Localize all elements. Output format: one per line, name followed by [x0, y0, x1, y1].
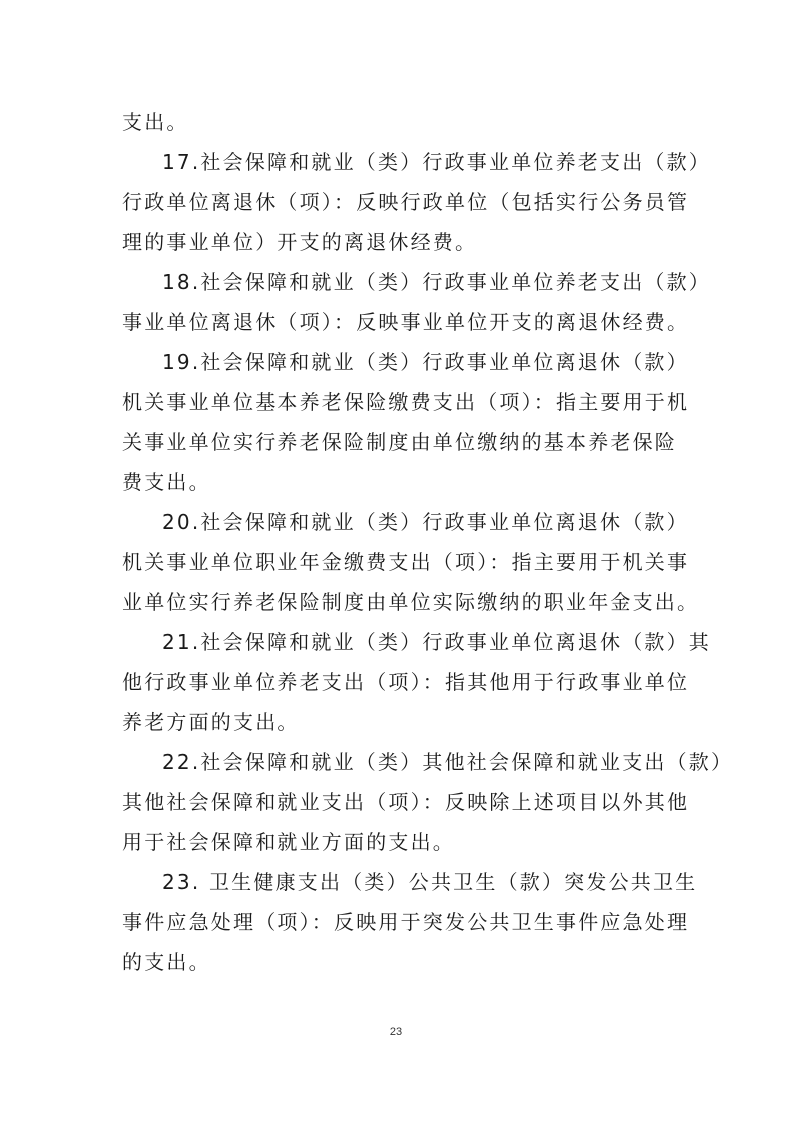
text-line-6: 事业单位离退休（项）：反映事业单位开支的离退休经费。 — [122, 310, 690, 334]
text-line-19: 用于社会保障和就业方面的支出。 — [122, 830, 455, 854]
text-line-9: 关事业单位实行养老保险制度由单位缴纳的基本养老保险 — [122, 430, 677, 454]
text-line-5: 18.社会保障和就业（类）行政事业单位养老支出（款） — [162, 270, 712, 294]
text-line-20: 23. 卫生健康支出（类）公共卫生（款）突发公共卫生 — [162, 870, 698, 894]
page-number: 23 — [389, 1026, 403, 1038]
text-line-3: 行政单位离退休（项）：反映行政单位（包括实行公务员管 — [122, 190, 690, 214]
text-line-2: 17.社会保障和就业（类）行政事业单位养老支出（款） — [162, 150, 712, 174]
text-line-17: 22.社会保障和就业（类）其他社会保障和就业支出（款） — [162, 750, 734, 774]
text-line-12: 机关事业单位职业年金缴费支出（项）：指主要用于机关事 — [122, 550, 690, 574]
text-line-11: 20.社会保障和就业（类）行政事业单位离退休（款） — [162, 510, 689, 534]
text-line-16: 养老方面的支出。 — [122, 710, 300, 734]
text-line-1: 支出。 — [122, 110, 189, 134]
text-line-7: 19.社会保障和就业（类）行政事业单位离退休（款） — [162, 350, 689, 374]
text-line-22: 的支出。 — [122, 950, 211, 974]
text-line-4: 理的事业单位）开支的离退休经费。 — [122, 230, 478, 254]
text-line-18: 其他社会保障和就业支出（项）：反映除上述项目以外其他 — [122, 790, 690, 814]
text-line-13: 业单位实行养老保险制度由单位实际缴纳的职业年金支出。 — [122, 590, 700, 614]
text-line-14: 21.社会保障和就业（类）行政事业单位离退休（款）其 — [162, 630, 712, 654]
text-line-10: 费支出。 — [122, 470, 211, 494]
text-line-15: 他行政事业单位养老支出（项）：指其他用于行政事业单位 — [122, 670, 690, 694]
text-line-8: 机关事业单位基本养老保险缴费支出（项）：指主要用于机 — [122, 390, 690, 414]
text-line-21: 事件应急处理（项）：反映用于突发公共卫生事件应急处理 — [122, 910, 690, 934]
